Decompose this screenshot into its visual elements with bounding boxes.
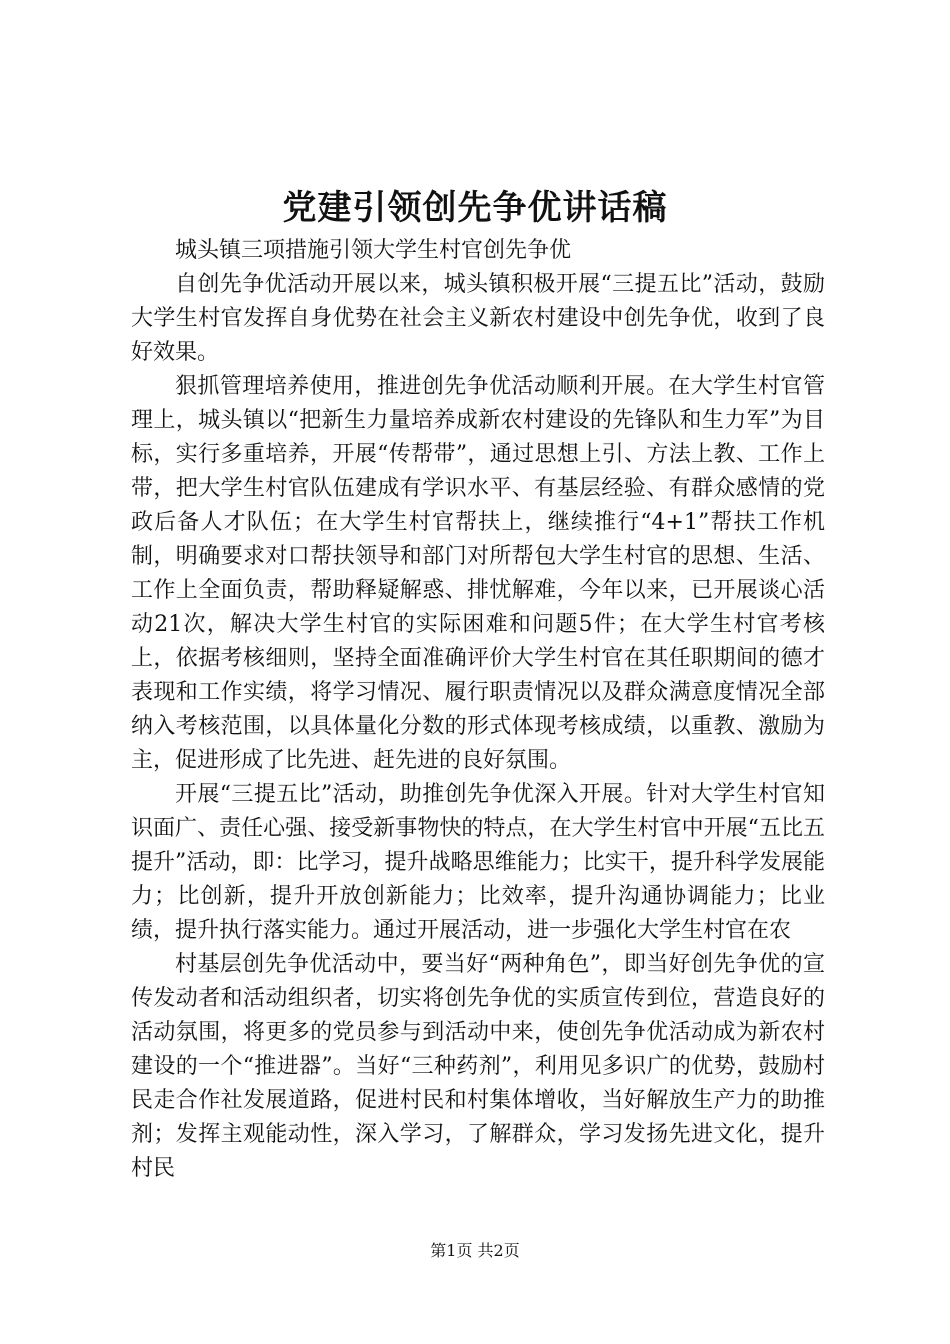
document-body — [131, 234, 825, 1186]
subtitle-paragraph: 城头镇三项措施引领大学生村官创先争优 — [175, 238, 572, 263]
management-paragraph: 狠抓管理培养使用，推进创先争优活动顺利开展。在大学生村官管理上，城头镇以“把新生力量培养成新农村建设的先锋队和生力军”为目标，实行多重培养，开展“传帮带”，通过思想上引、方法上教、工作上带，把大学生村官队伍建成有学识水平、有基层经验、有群众感情的党政后备人才队伍；在大学生村官帮扶上，继续推行“4+1”帮扶工作机制，明确要求对口帮扶领导和部门对所帮包大学生村官的思想、生活、工作上全面负责，帮助释疑解惑、排忧解难，今年以来，已开展谈心活动21次，解决大学生村官的实际困难和问题5件；在大学生村官考核上，依据考核细则，坚持全面准确评价大学生村官在其任职期间的德才表现和工作实绩，将学习情况、履行职责情况以及群众满意度情况全部纳入考核范围，以具体量化分数的形式体现考核成绩，以重教、激励为主，促进形成了比先进、赶先进的良好氛围。 — [131, 374, 825, 773]
page-title: 党建引领创先争优讲话稿 — [282, 188, 668, 228]
activity-paragraph: 开展“三提五比”活动，助推创先争优深入开展。针对大学生村官知识面广、责任心强、接受新事物快的特点，在大学生村官中开展“五比五提升”活动，即：比学习，提升战略思维能力；比实干，提升科学发展能力；比创新，提升开放创新能力；比效率，提升沟通协调能力；比业绩，提升执行落实能力。通过开展活动，进一步强化大学生村官在农 — [131, 782, 825, 943]
roles-paragraph: 村基层创先争优活动中，要当好“两种角色”，即当好创先争优的宣传发动者和活动组织者，切实将创先争优的实质宣传到位，营造良好的活动氛围，将更多的党员参与到活动中来，使创先争优活动成为新农村建设的一个“推进器”。当好“三种药剂”，利用见多识广的优势，鼓励村民走合作社发展道路，促进村民和村集体增收，当好解放生产力的助推剂；发挥主观能动性，深入学习，了解群众，学习发扬先进文化，提升村民 — [131, 952, 825, 1181]
page-footer: 第1页 共2页 — [430, 1241, 520, 1260]
intro-paragraph: 自创先争优活动开展以来，城头镇积极开展“三提五比”活动，鼓励大学生村官发挥自身优势在社会主义新农村建设中创先争优，收到了良好效果。 — [131, 272, 825, 365]
